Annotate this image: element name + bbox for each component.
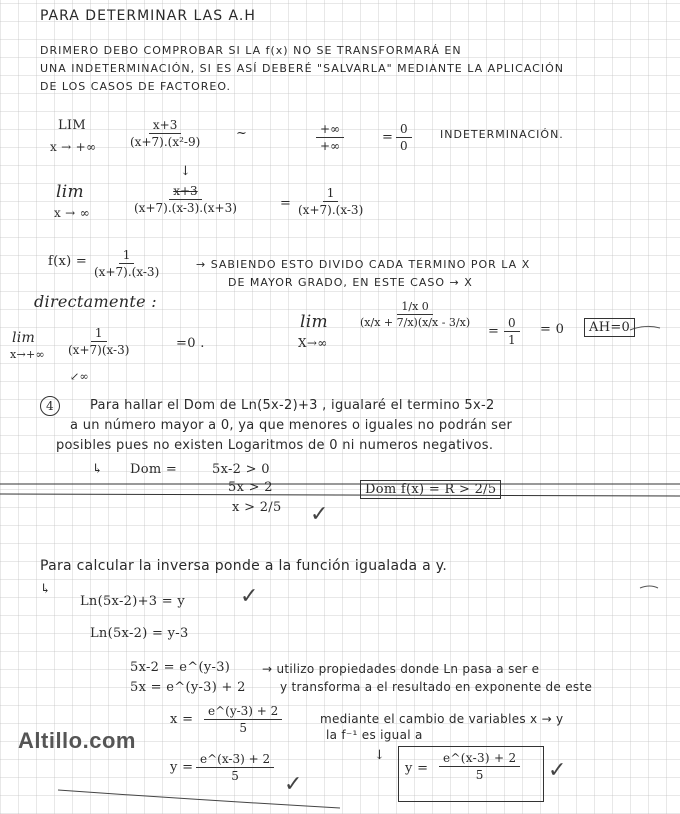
step3-den: (x+7).(x-3) bbox=[94, 265, 160, 279]
dom-line-3: posibles pues no existen Logaritmos de 0 ni numeros negativos. bbox=[56, 438, 494, 453]
inverse-x-den: 5 bbox=[239, 721, 247, 735]
step4-den2: (x/x + 7/x)(x/x - 3/x) bbox=[360, 316, 471, 329]
step3-note-1: → SABIENDO ESTO DIVIDO CADA TERMINO POR LA X bbox=[196, 258, 531, 271]
inverse-y-den: 5 bbox=[231, 769, 239, 783]
step1-inf-den: +∞ bbox=[320, 139, 341, 153]
inverse-x-fraction bbox=[204, 704, 282, 735]
final-fraction bbox=[439, 751, 520, 782]
inverse-y-lhs: y = bbox=[170, 760, 194, 775]
step1-zero-num: 0 bbox=[396, 122, 412, 138]
intro-line-3: DE LOS CASOS DE FACTOREO. bbox=[40, 80, 232, 93]
step2-res-den: (x+7).(x-3) bbox=[298, 203, 364, 217]
inverse-intro: Para calcular la inversa ponde a la función igualada a y. bbox=[40, 558, 448, 574]
step4-top: 1/x 0 bbox=[397, 300, 432, 315]
step2-den: (x+7).(x-3).(x+3) bbox=[134, 201, 237, 215]
step1-fraction bbox=[126, 118, 204, 149]
dom-line-2: a un número mayor a 0, ya que menores o iguales no podrán ser bbox=[70, 418, 513, 433]
step1-inf-num: +∞ bbox=[316, 122, 344, 138]
step4-frac-num: 0 bbox=[504, 316, 520, 332]
inverse-eq-1: Ln(5x-2)+3 = y bbox=[80, 594, 186, 609]
inverse-note-4: la f⁻¹ es igual a bbox=[326, 728, 423, 742]
check-mark-icon: ✓ bbox=[310, 502, 329, 527]
dom-ineq-3: x > 2/5 bbox=[232, 500, 282, 515]
dom-label: Dom = bbox=[130, 462, 178, 477]
step2-res-num: 1 bbox=[323, 186, 339, 202]
page-title: PARA DETERMINAR LAS A.H bbox=[40, 8, 256, 24]
final-num: e^(x-3) + 2 bbox=[439, 751, 520, 767]
inverse-y-fraction bbox=[196, 752, 274, 783]
step4-result-fraction bbox=[504, 316, 520, 347]
step2-fraction bbox=[130, 184, 241, 215]
check-mark-icon: ✓ bbox=[284, 772, 303, 797]
step4-big-fraction bbox=[356, 300, 474, 329]
intro-line-1: DRIMERO DEBO COMPROBAR SI LA f(x) NO SE TRANSFORMARÁ EN bbox=[40, 44, 462, 57]
inverse-note-2: y transforma a el resultado en exponente de este bbox=[280, 680, 593, 694]
step2-result-fraction bbox=[294, 186, 367, 217]
dom-arrow: ↳ bbox=[92, 462, 104, 477]
step4-num: 1 bbox=[91, 326, 107, 342]
check-mark-icon: ✓ bbox=[548, 758, 567, 783]
step2-eq: = bbox=[280, 196, 292, 211]
step4-eq2: = 0 bbox=[540, 322, 565, 337]
step4-den: (x+7)(x-3) bbox=[68, 343, 130, 357]
inverse-x-lhs: x = bbox=[170, 712, 194, 727]
inverse-arrow: ↳ bbox=[40, 582, 52, 597]
step1-zero-den: 0 bbox=[400, 139, 408, 153]
check-mark-icon: ✓ bbox=[240, 584, 259, 609]
inverse-eq-4: 5x = e^(y-3) + 2 bbox=[130, 680, 246, 695]
inverse-note-3: mediante el cambio de variables x → y bbox=[320, 712, 564, 726]
step3-note-2: DE MAYOR GRADO, EN ESTE CASO → X bbox=[228, 276, 473, 289]
intro-line-2: UNA INDETERMINACIÓN, SI ES ASÍ DEBERÉ "SALVARLA" MEDIANTE LA APLICACIÓN bbox=[40, 62, 564, 75]
final-result-box bbox=[398, 746, 544, 802]
step4-sub2: X→∞ bbox=[298, 336, 328, 350]
step4-under: ↙∞ bbox=[70, 370, 89, 383]
step1-eq: = bbox=[382, 130, 394, 145]
inverse-x-num: e^(y-3) + 2 bbox=[204, 704, 282, 720]
step3-f: f(x) = bbox=[48, 254, 88, 269]
dom-ineq-2: 5x > 2 bbox=[228, 480, 273, 495]
step4-fraction bbox=[64, 326, 133, 357]
step3-fraction bbox=[90, 248, 163, 279]
dom-line-1: Para hallar el Dom de Ln(5x-2)+3 , igualaré el termino 5x-2 bbox=[90, 398, 495, 413]
step2-num: x+3 bbox=[169, 184, 201, 200]
step4-eq: = bbox=[488, 324, 500, 339]
step1-approx: ~ bbox=[236, 126, 248, 141]
step4-sub: x→+∞ bbox=[10, 348, 46, 361]
step1-zero-fraction bbox=[396, 122, 412, 153]
watermark-logo: Altillo.com bbox=[18, 728, 136, 753]
step4-ah-result: AH=0 bbox=[584, 318, 635, 337]
step1-sub: x → +∞ bbox=[50, 140, 97, 154]
final-lhs: y = bbox=[405, 761, 429, 776]
item-number-badge: 4 bbox=[40, 396, 60, 416]
down-arrow: ↓ bbox=[374, 748, 386, 763]
inverse-y-num: e^(x-3) + 2 bbox=[196, 752, 274, 768]
inverse-eq-3: 5x-2 = e^(y-3) bbox=[130, 660, 231, 675]
inverse-eq-2: Ln(5x-2) = y-3 bbox=[90, 626, 189, 641]
inverse-note-1: → utilizo propiedades donde Ln pasa a ser e bbox=[262, 662, 540, 676]
step2-sub: x → ∞ bbox=[54, 206, 90, 220]
step1-lim: LIM bbox=[58, 118, 86, 133]
step1-inf-fraction bbox=[316, 122, 344, 153]
step4-lim2: lim bbox=[300, 312, 328, 332]
step3-num: 1 bbox=[119, 248, 135, 264]
step4-direct: directamente : bbox=[34, 292, 157, 311]
step1-label: INDETERMINACIÓN. bbox=[440, 128, 564, 141]
step4-lim: lim bbox=[12, 330, 36, 346]
dom-result: Dom f(x) = R > 2/5 bbox=[360, 480, 501, 499]
step2-lim: lim bbox=[56, 182, 84, 202]
step4-frac-den: 1 bbox=[508, 333, 516, 347]
step2-arrow: ↓ bbox=[180, 164, 192, 179]
final-den: 5 bbox=[475, 768, 484, 782]
step1-den: (x+7).(x²-9) bbox=[130, 135, 201, 149]
dom-ineq-1: 5x-2 > 0 bbox=[212, 462, 270, 477]
step1-num: x+3 bbox=[149, 118, 181, 134]
step4-eq0: =0 . bbox=[176, 336, 205, 351]
